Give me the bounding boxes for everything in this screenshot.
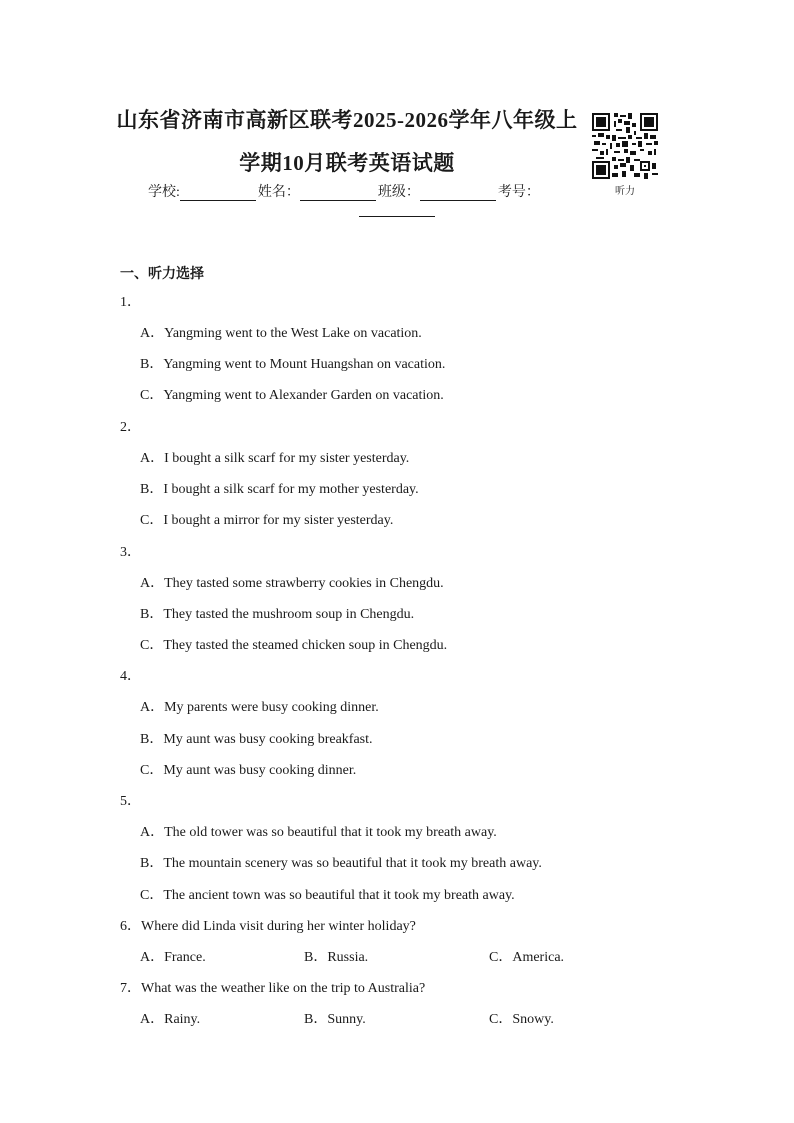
class-field[interactable] bbox=[420, 186, 496, 201]
option-c[interactable]: C．Yangming went to Alexander Garden on vacation. bbox=[140, 388, 444, 403]
student-info-row bbox=[148, 181, 540, 201]
question-number: 3． bbox=[120, 545, 141, 560]
class-label: 班级： bbox=[377, 185, 420, 200]
option-b[interactable]: B．My aunt was busy cooking breakfast. bbox=[140, 732, 373, 747]
option-a[interactable]: A．The old tower was so beautiful that it took my breath away. bbox=[140, 825, 497, 840]
option-b[interactable]: B．They tasted the mushroom soup in Chengdu. bbox=[140, 607, 415, 622]
option-c[interactable]: C．Snowy. bbox=[489, 1012, 554, 1027]
option-c[interactable]: C．America. bbox=[489, 950, 565, 965]
option-c[interactable]: C．My aunt was busy cooking dinner. bbox=[140, 763, 357, 778]
question-number: 4． bbox=[120, 669, 141, 684]
option-c[interactable]: C．They tasted the steamed chicken soup in Chengdu. bbox=[140, 638, 448, 653]
option-b[interactable]: B．Russia. bbox=[304, 950, 369, 965]
name-label: 姓名： bbox=[257, 185, 300, 200]
option-c[interactable]: C．I bought a mirror for my sister yesterday. bbox=[140, 513, 394, 528]
section-title: 一、听力选择 bbox=[120, 267, 204, 282]
school-field[interactable] bbox=[180, 186, 256, 201]
option-b[interactable]: B．I bought a silk scarf for my mother yesterday. bbox=[140, 482, 419, 497]
question-stem: 6．Where did Linda visit during her winter holiday? bbox=[120, 919, 416, 934]
option-a[interactable]: A．I bought a silk scarf for my sister yesterday. bbox=[140, 451, 410, 466]
option-a[interactable]: A．Rainy. bbox=[140, 1012, 201, 1027]
name-field[interactable] bbox=[300, 186, 376, 201]
exam-no-field[interactable] bbox=[359, 202, 435, 217]
option-a[interactable]: A．Yangming went to the West Lake on vacation. bbox=[140, 326, 422, 341]
option-c[interactable]: C．The ancient town was so beautiful that it took my breath away. bbox=[140, 888, 515, 903]
option-a[interactable]: A．France. bbox=[140, 950, 206, 965]
option-b[interactable]: B．Yangming went to Mount Huangshan on vacation. bbox=[140, 357, 446, 372]
option-a[interactable]: A．They tasted some strawberry cookies in Chengdu. bbox=[140, 576, 444, 591]
option-a[interactable]: A．My parents were busy cooking dinner. bbox=[140, 700, 379, 715]
question-number: 1． bbox=[120, 295, 141, 310]
school-label: 学校: bbox=[148, 185, 180, 200]
question-number: 5． bbox=[120, 794, 141, 809]
page-title-line-1: 山东省济南市高新区联考2025-2026学年八年级上 bbox=[116, 108, 578, 132]
qr-code-label: 听力 bbox=[615, 186, 635, 197]
qr-code-icon bbox=[592, 113, 658, 179]
exam-no-label: 考号： bbox=[497, 185, 540, 200]
question-number: 2． bbox=[120, 420, 141, 435]
option-b[interactable]: B．The mountain scenery was so beautiful that it took my breath away. bbox=[140, 856, 542, 871]
page-title-line-2: 学期10月联考英语试题 bbox=[239, 151, 455, 175]
question-stem: 7．What was the weather like on the trip to Australia? bbox=[120, 981, 426, 996]
option-b[interactable]: B．Sunny. bbox=[304, 1012, 366, 1027]
